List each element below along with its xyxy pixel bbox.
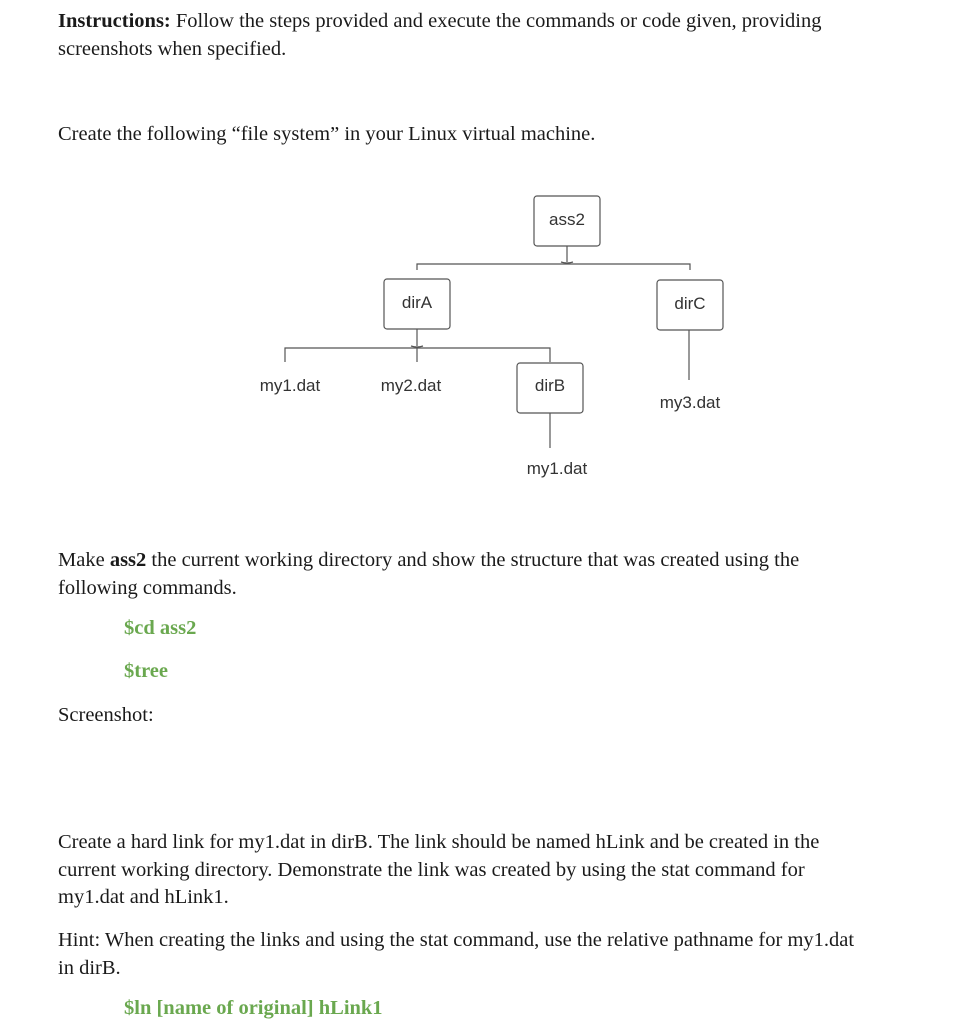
step1-text-after: the current working directory and show the structure that was created using the <box>146 549 800 571</box>
node-label-dira: dirA <box>401 293 433 312</box>
intro-paragraph: Create the following “file system” in your Linux virtual machine. <box>58 123 596 145</box>
file-system-diagram <box>0 0 961 500</box>
instructions-text-line2: screenshots when specified. <box>58 37 287 60</box>
step1-line2: following commands. <box>58 576 237 599</box>
node-label-dirb-my1: my1.dat <box>526 459 588 478</box>
step1-bold: ass2 <box>109 549 147 571</box>
connector-root-bar <box>417 264 690 270</box>
node-label-dirc: dirC <box>674 294 706 313</box>
screenshot-label: Screenshot: <box>58 704 154 726</box>
step2-line1: Create a hard link for my1.dat in dirB. The link should be named hLink and be created in the <box>58 831 820 853</box>
tree-node-dira <box>384 279 450 329</box>
step1-paragraph <box>58 547 799 602</box>
command-ln: $ln [name of original] hLink1 <box>124 997 383 1019</box>
connector-dira-tick <box>411 346 423 347</box>
node-label-dira-my2: my2.dat <box>380 376 442 395</box>
tree-node-ass2 <box>534 196 600 246</box>
node-label-dirb: dirB <box>534 376 566 395</box>
tree-node-dirb <box>517 363 583 413</box>
tree-connectors <box>285 245 690 448</box>
instructions-label: Instructions: <box>58 10 171 32</box>
node-label-ass2: ass2 <box>549 210 585 229</box>
step2-line3: my1.dat and hLink1. <box>58 886 229 908</box>
instructions-text-line1: Follow the steps provided and execute the commands or code given, providing <box>170 10 822 32</box>
tree-node-dirc <box>657 280 723 330</box>
node-label-my3: my3.dat <box>659 393 721 412</box>
step2-line2: current working directory. Demonstrate the link was created by using the stat command for <box>58 858 805 881</box>
hint-paragraph <box>58 927 854 982</box>
node-label-dira-my1: my1.dat <box>259 376 321 395</box>
command-cd: $cd ass2 <box>124 617 197 639</box>
connector-root-tick <box>561 262 573 263</box>
step1-text-before: Make <box>58 549 110 571</box>
step2-paragraph <box>58 829 819 912</box>
hint-line1: Hint: When creating the links and using the stat command, use the relative pathname for my1.dat <box>58 929 855 951</box>
hint-line2: in dirB. <box>58 956 121 979</box>
command-tree: $tree <box>124 660 169 682</box>
